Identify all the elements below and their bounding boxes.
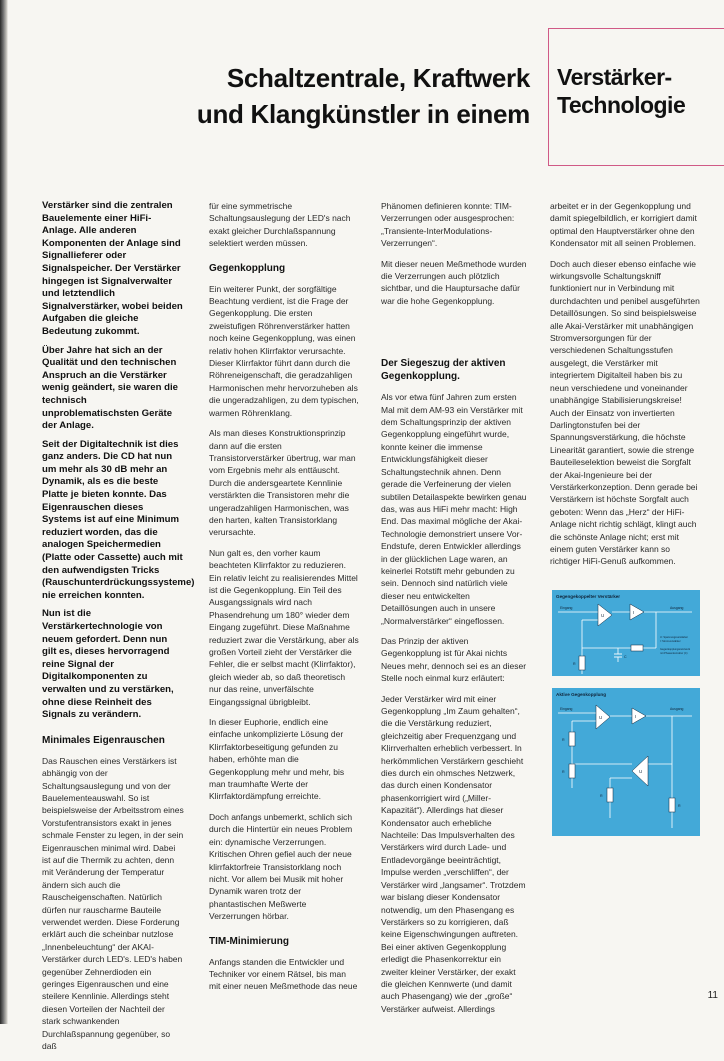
subheading-tim-minimierung: TIM-Minimierung <box>209 935 289 947</box>
circuit-diagram-feedback <box>552 590 700 676</box>
lead-paragraph: Nun ist die Verstärkertechnologie von neuem gefordert. Denn nun gilt es, dieses hervorragend reine Signal der Digitalkomponenten zu verwalten und zu verstärken, ohne diese Reinheit des Signals zu verändern. <box>42 608 174 721</box>
capacitor-label: C <box>624 655 627 659</box>
resistor-symbol <box>669 798 675 812</box>
body-paragraph: Anfangs standen die Entwickler und Techniker vor einem Rätsel, bis man mit einer neuen Meßmethode das neue <box>209 956 358 992</box>
circuit-diagram-feedback-svg <box>552 590 700 676</box>
body-paragraph: In dieser Euphorie, endlich eine einfache unkomplizierte Lösung der Klirrfaktorbeseitigung gefunden zu haben, erhöhte man die Gegenkopplung mehr und mehr, bis man traumhafte Werte der Klirrfaktordämpfung erreichte. <box>209 717 345 802</box>
amp-label: U <box>601 613 605 618</box>
column-4 <box>550 200 700 576</box>
body-paragraph: Ein weiterer Punkt, der sorgfältige Beachtung verdient, ist die Frage der Gegenkopplung. Die ersten zweistufigen Röhrenverstärker hatten noch keine Gegenkopplung, was einen relativ hohen Klirrfaktor verursachte. Dieser Klirrfaktor führt dann durch die Röhreneigenschaft, die geradzahligen Harmonischen mehr hervorzuheben als die ungeradzahligen, zu dem typischen, warmen Röhrenklang. <box>209 283 359 418</box>
headline-line-1: Schaltzentrale, Kraftwerk <box>226 63 530 93</box>
body-paragraph: Doch auch dieser ebenso einfache wie wirkungsvolle Schaltungskniff funktioniert nur in Verbindung mit durchdachten und penibel ausgeführten Detaillösungen. So sind beispielsweise alle Akai-Verstärker mit unabhängigen Stromversorgungen für der verschiedenen Schaltungsstufen ausgelegt, die Verstärker mit integriertem Digitalteil haben bis zu neun verschiedene und voneinander unabhängige Stabilisierungskreise! Auch der Einsatz von invertierten Darlingtonstufen bei der Spannungsverstärkung, die höchste Linearität garantiert, sowie die strenge Bauteileselektion beweist die Sorgfalt der Akai-Ingenieure bei der Verstärkerkonzeption. Denn gerade bei Verstärkern ist höchste Sorgfalt auch geboten: Wenn das „Herz“ der HiFi-Anlage nicht richtig schlägt, klingt auch die schönste Anlage nicht; erst mit einem guten Verstärker kann so richtiger HiFi-Genuß aufkommen. <box>550 258 700 567</box>
page-binding-edge <box>0 0 8 1024</box>
circuit-diagram-active-feedback-svg <box>552 688 700 836</box>
body-paragraph: Mit dieser neuen Meßmethode wurden die Verzerrungen auch plötzlich sichtbar, und die Hauptursache dafür war die hohe Gegenkopplung. <box>381 258 527 306</box>
body-paragraph: arbeitet er in der Gegenkopplung und damit spiegelbildlich, er korrigiert damit optimal den Hauptverstärker ohne den Kondensator mit all seinen Problemen. <box>550 201 697 249</box>
input-label: Eingang <box>560 606 573 610</box>
section-box <box>548 28 724 166</box>
diagram-title: Gegengekoppelter Verstärker <box>556 594 621 599</box>
lead-text <box>42 200 195 722</box>
resistor-label: R <box>562 770 565 774</box>
diagram-note: mit Phasenkorrektur (C) <box>660 652 688 655</box>
body-paragraph: Nun galt es, den vorher kaum beachteten Klirrfaktor zu reduzieren. Ein relativ leicht zu realisierendes Mittel ist die Gegenkopplung. Ein Teil des Ausgangssignals wird nach Phasendrehung um 180° wieder dem Eingang zugeführt. Diese Maßnahme reduziert zwar die Verstärkung, aber als großen Vorteil zieht der Verstärker die Fehler, die er selbst macht (Klirrfaktor), gleich wieder ab, so daß theoretisch nur das reine, unverfälschte Eingangssignal übrigbleibt. <box>209 547 359 707</box>
resistor-label: R <box>600 794 603 798</box>
amp-label: I <box>633 610 635 615</box>
input-label: Eingang <box>560 707 573 711</box>
diagram-note: I: Stromverstärker <box>660 640 681 643</box>
lead-paragraph: Verstärker sind die zentralen Bauelemente einer HiFi-Anlage. Alle anderen Komponenten der Anlage sind Signallieferer oder Signalspeicher. Der Verstärker hingegen ist Signalverwalter und letztendlich Signalverstärker, wobei beiden Aufgaben die gleiche Bedeutung zukommt. <box>42 200 183 337</box>
amp-label: U <box>599 715 603 720</box>
lead-paragraph: Seit der Digitaltechnik ist dies ganz anders. Die CD hat nun um mehr als 30 dB mehr an Dynamik, als es die beste Platte je bieten konnte. Das Eigenrauschen dieses Systems ist auf eine Minimum reduziert worden, das die analogen Speichermedien (Platte oder Cassette) auch mit den aufwendigsten Tricks (Rauschunterdrückungssysteme) nie erreichen konnten. <box>42 438 195 601</box>
resistor-symbol <box>631 645 643 651</box>
subheading-gegenkopplung: Gegenkopplung <box>209 262 286 274</box>
circuit-diagram-active-feedback <box>552 688 700 836</box>
column-3 <box>381 200 528 1023</box>
amp-label: I <box>635 714 637 719</box>
headline <box>130 60 530 132</box>
resistor-label: R <box>678 804 681 808</box>
section-title-line-2: Technologie <box>557 92 686 118</box>
body-paragraph: für eine symmetrische Schaltungsauslegung der LED's nach exakt gleicher Durchlaßspannung selektiert werden müssen. <box>209 201 351 249</box>
body-paragraph: Als vor etwa fünf Jahren zum ersten Mal mit dem AM-93 ein Verstärker mit dem Schaltungsprinzip der aktiven Gegenkopplung eingeführt wurde, konnte keiner die immense Entwicklungsfähigkeit dieser Schaltungstechnik ahnen. Denn gerade die Verfeinerung der vielen subtilen Detailaspekte bewirken genau das, was aus HiFi mehr macht: High End. Das maximal mögliche der Akai-Technologie demonstriert unsere Vor-Endstufe, deren Entwickler allerdings in der glücklichen Lage waren, an keinerlei Rotstift mehr gebunden zu sein. Dennoch sind natürlich viele dieser neu entwickelten Detaillösungen auch in unsere „Normalverstärker“ eingeflossen. <box>381 392 527 626</box>
body-paragraph: Phänomen definieren konnte: TIM-Verzerrungen oder ausgesprochen: „Transiente-InterModulations-Verzerrungen“. <box>381 201 515 249</box>
resistor-label: R <box>573 662 576 666</box>
diagram-note: U: Spannungsverstärker <box>660 636 688 639</box>
page-number: 11 <box>707 990 718 1001</box>
body-paragraph: Als man dieses Konstruktionsprinzip dann auf die ersten Transistorverstärker übertrug, war man vom Ergebnis mehr als enttäuscht. Durch die andersgeartete Kennlinie verstärkten die Transistoren mehr die ungeradzahligen Harmonischen, was den harten, kalten Transistorklang verursachte. <box>209 428 356 538</box>
diagram-note: Gegenkopplungsnetzwerk <box>660 648 690 651</box>
resistor-symbol <box>579 656 585 670</box>
subheading-eigenrauschen: Minimales Eigenrauschen <box>42 734 165 746</box>
resistor-symbol <box>569 764 575 778</box>
amp-label: U <box>639 769 643 774</box>
resistor-label: R <box>562 738 565 742</box>
subheading-siegeszug: Der Siegeszug der aktiven Gegenkopplung. <box>381 358 506 383</box>
body-paragraph: Das Rauschen eines Verstärkers ist abhängig von der Schaltungsauslegung und von der Bauelementeauswahl. So ist beispielsweise der Arbeitsstrom eines Vorstufentransistors exakt in jenes schmale Fenster zu legen, in der sein Eigenrauschen minimal wird. Dabei ist auf die Thermik zu achten, denn mit Veränderung der Temperatur ändern sich auch die Rauscheigenschaften. Natürlich dürfen nur rauscharme Bauteile verwendet werden. Diese Forderung erklärt auch die scheinbar nutzlose „Innenbeleuchtung“ der AKAI-Verstärker durch LED's. LED's haben gegenüber Zehnerdioden ein geringes Eigenrauschen und eine steilere Kennlinie. Allerdings steht diesen Vorteilen der Nachteil der stark schwankenden Durchlaßspannung gegenüber, so daß <box>42 755 184 1052</box>
column-2 <box>209 200 359 1001</box>
column-1 <box>42 200 195 1061</box>
lead-paragraph: Über Jahre hat sich an der Qualität und den technischen Anspruch an die Verstärker wenig geändert, sie waren die technisch unproblematischsten Geräte der Anlage. <box>42 344 178 432</box>
resistor-symbol <box>607 788 613 802</box>
section-title <box>557 63 722 119</box>
output-label: Ausgang <box>670 606 684 610</box>
section-title-line-1: Verstärker- <box>557 64 672 90</box>
body-paragraph: Jeder Verstärker wird mit einer Gegenkopplung „Im Zaum gehalten“, die die Verstärkung reduziert, gleichzeitig aber Frequenzgang und Klirrverhalten erheblich verbessert. In herkömmlichen Verstärkern geschieht dies durch ein ohmsches Netzwerk, das durch einen Kondensator phasenkorrigiert wird („Miller-Kapazität“). Allerdings hat dieser Kondensator auch erhebliche Nachteile: Das Impulsverhalten des Verstärkers wird durch Lade- und Entladevorgänge beeinträchtigt, Impulse werden „verschliffen“, der Verstärker wird „langsamer“. Trotzdem war bislang dieser Kondensator notwendig, um den Phasengang es Verstärkers so zu korrigieren, daß keine Eigenschwingungen auftreten. Bei einer aktiven Gegenkopplung erledigt die Phasenkorrektur ein zweiter kleiner Verstärker, der exakt die gleichen Kennwerte (und damit auch Phasengang) wie der „große“ Verstärker aufweist. Allerdings <box>381 693 526 1014</box>
diagram-title: Aktive Gegenkopplung <box>556 692 607 697</box>
body-paragraph: Das Prinzip der aktiven Gegenkopplung ist für Akai nichts Neues mehr, dennoch sei es an dieser Stelle noch einmal kurz erläutert: <box>381 635 527 684</box>
output-label: Ausgang <box>670 707 684 711</box>
resistor-symbol <box>569 732 575 746</box>
headline-line-2: und Klangkünstler in einem <box>196 99 530 129</box>
body-paragraph: Doch anfangs unbemerkt, schlich sich durch die Hintertür ein neues Problem ein: dynamische Verzerrungen. Kritischen Ohren gefiel auch der neue klirrfaktorfreie Transistorklang noch nicht. Vor allem bei Musik mit hoher Dynamik waren trotz der phantastischen Meßwerte Verzerrungen hörbar. <box>209 811 353 922</box>
